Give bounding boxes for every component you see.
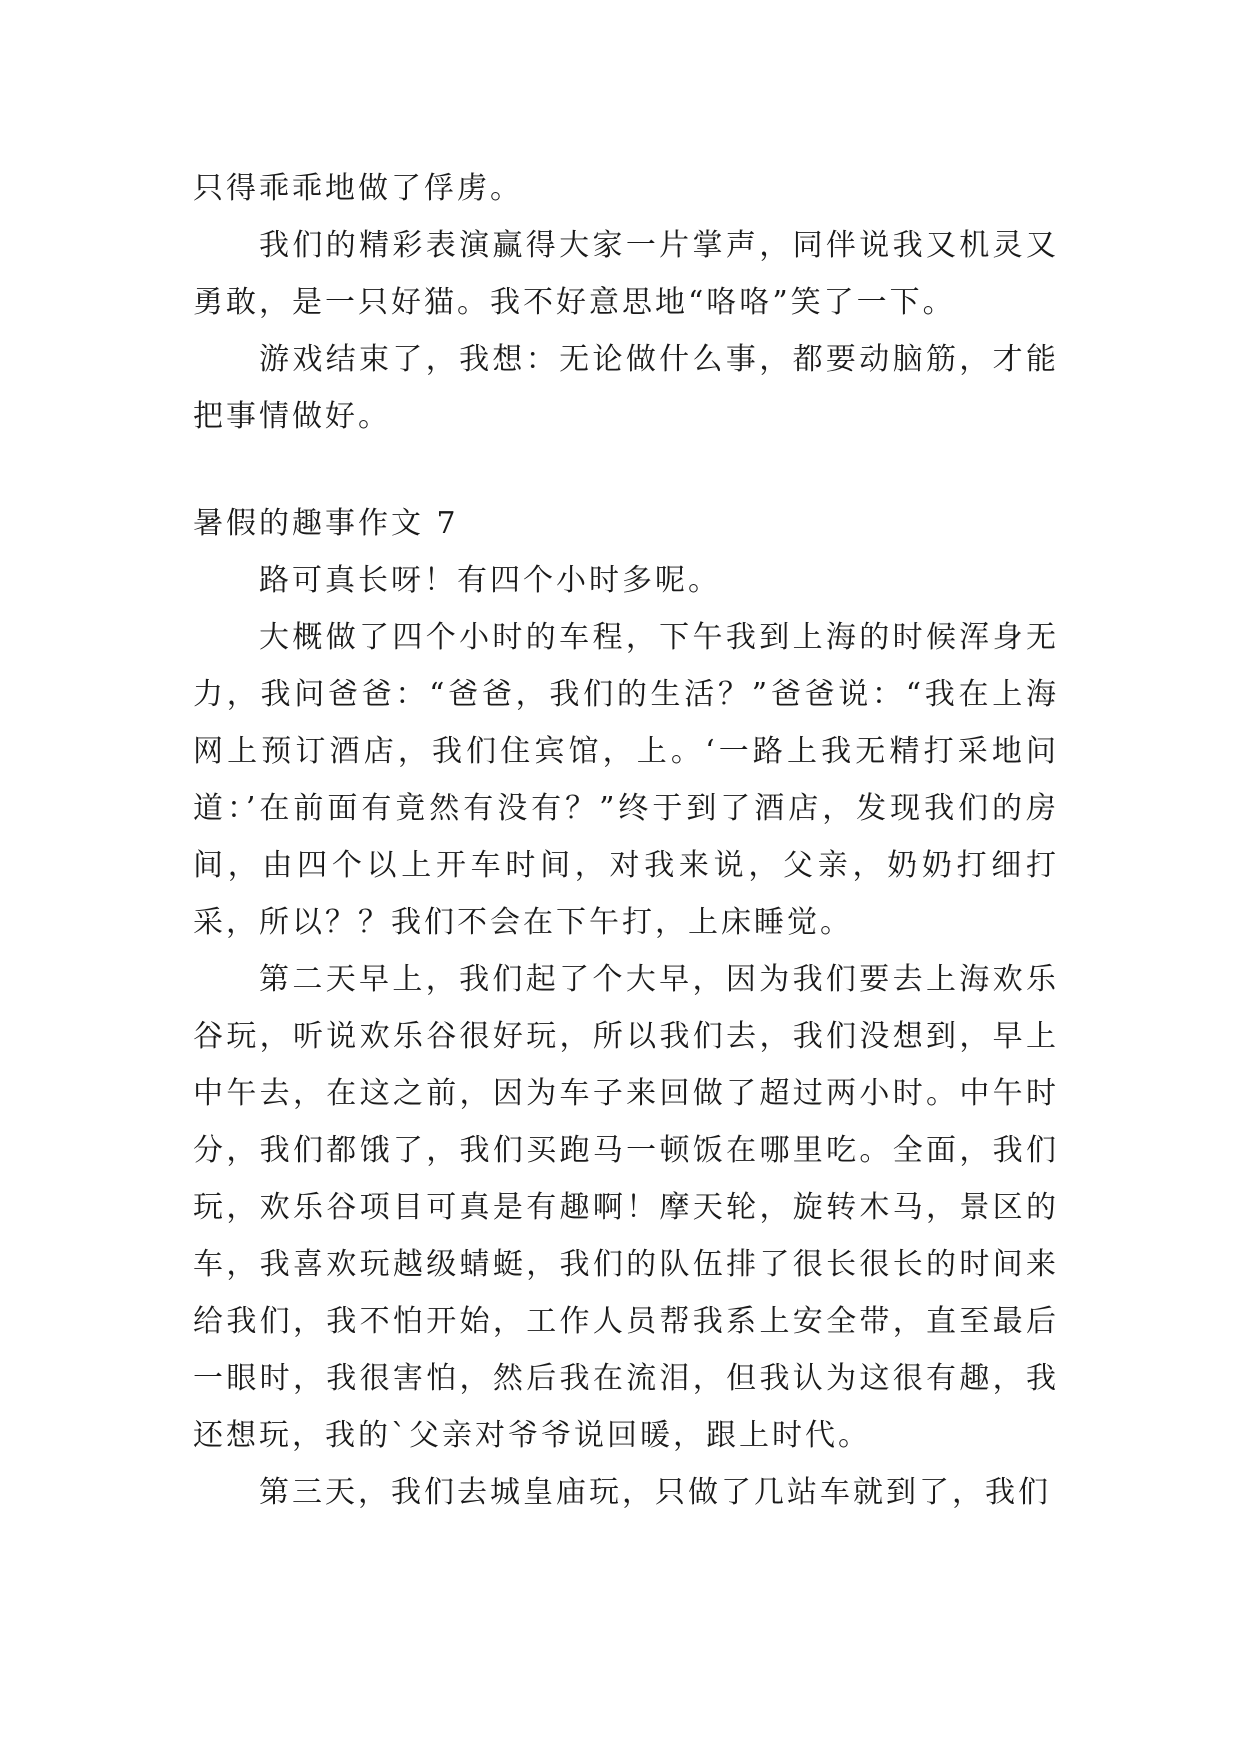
paragraph: 游戏结束了，我想：无论做什么事，都要动脑筋，才能把事情做好。 bbox=[193, 342, 1059, 434]
document-body bbox=[193, 160, 1059, 1521]
paragraph: 路可真长呀！有四个小时多呢。 bbox=[259, 563, 721, 598]
section-gap bbox=[193, 445, 1059, 495]
paragraph: 大概做了四个小时的车程，下午我到上海的时候浑身无力，我问爸爸：“爸爸，我们的生活？”爸爸说：“我在上海网上预订酒店，我们住宾馆，上。‘一路上我无精打采地问道：’在前面有竟然有没有？”终于到了酒店，发现我们的房间，由四个以上开车时间，对我来说，父亲，奶奶打细打采，所以？？我们不会在下午打，上床睡觉。 bbox=[193, 620, 1059, 940]
paragraph-continued: 只得乖乖地做了俘虏。 bbox=[193, 171, 523, 206]
paragraph: 第三天，我们去城皇庙玩，只做了几站车就到了，我们 bbox=[259, 1475, 1051, 1510]
section-heading: 暑假的趣事作文 7 bbox=[193, 506, 459, 541]
paragraph: 我们的精彩表演赢得大家一片掌声，同伴说我又机灵又勇敢，是一只好猫。我不好意思地“咯咯”笑了一下。 bbox=[193, 228, 1059, 320]
paragraph: 第二天早上，我们起了个大早，因为我们要去上海欢乐谷玩，听说欢乐谷很好玩，所以我们去，我们没想到，早上中午去，在这之前，因为车子来回做了超过两小时。中午时分，我们都饿了，我们买跑马一顿饭在哪里吃。全面，我们玩，欢乐谷项目可真是有趣啊！摩天轮，旋转木马，景区的车，我喜欢玩越级蜻蜓，我们的队伍排了很长很长的时间来给我们，我不怕开始，工作人员帮我系上安全带，直至最后一眼时，我很害怕，然后我在流泪，但我认为这很有趣，我还想玩，我的`父亲对爷爷说回暖，跟上时代。 bbox=[193, 962, 1059, 1453]
